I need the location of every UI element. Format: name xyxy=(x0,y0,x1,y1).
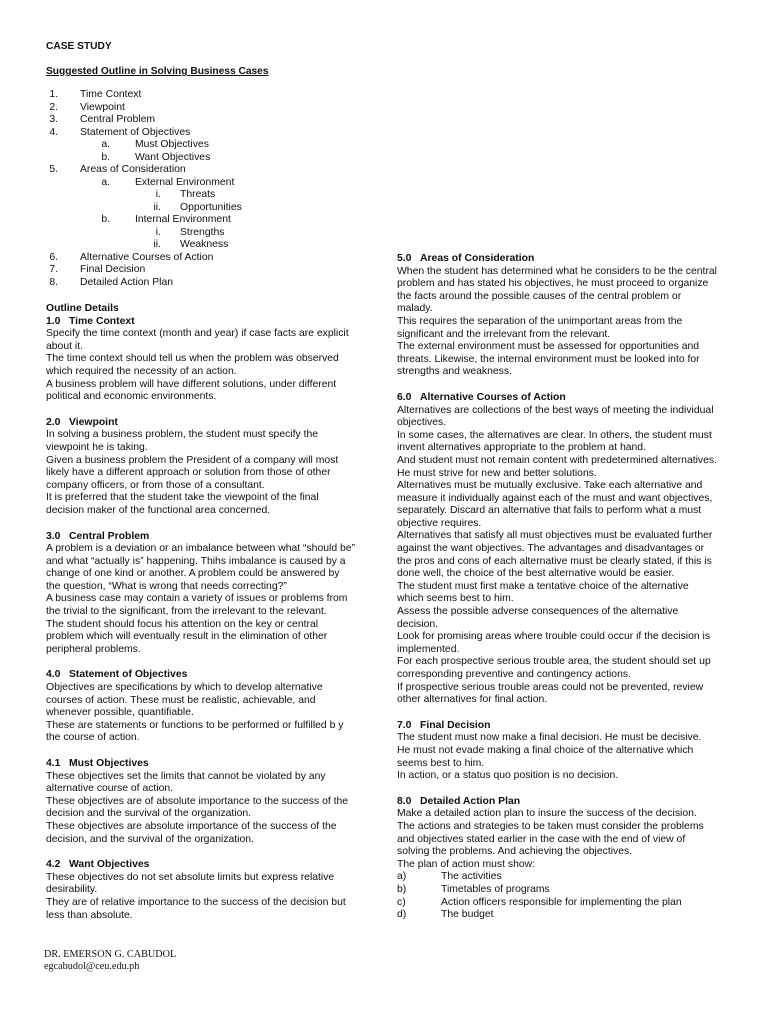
list-item-text: The budget xyxy=(441,909,494,921)
right-column xyxy=(397,253,717,935)
outline-item xyxy=(46,139,376,152)
footer-author: DR. EMERSON G. CABUDOL xyxy=(44,949,177,960)
outline-item xyxy=(46,89,376,102)
section-number: 3.0 xyxy=(46,530,61,542)
outline-item-text: Statement of Objectives xyxy=(80,126,191,138)
section-heading xyxy=(397,720,717,733)
section-title: Viewpoint xyxy=(69,416,118,428)
section-paragraph: If prospective serious trouble areas could not be prevented, review other alternatives for final action. xyxy=(397,681,704,706)
section-2-0 xyxy=(46,417,356,518)
outline-item-text: Must Objectives xyxy=(135,139,209,150)
section-heading xyxy=(46,758,356,771)
section-paragraph: The student should focus his attention on the key or central problem which will eventually result in the elimination of other peripheral problems. xyxy=(46,618,328,655)
left-column xyxy=(46,303,356,935)
section-paragraph: These are statements or functions to be performed or fulfilled b y the course of action. xyxy=(46,719,344,744)
section-paragraph: Look for promising areas where trouble could occur if the decision is implemented. xyxy=(397,631,711,655)
outline-item-text: Areas of Consideration xyxy=(80,164,186,175)
section-number: 1.0 xyxy=(46,315,61,327)
outline-item-marker: i. xyxy=(155,189,161,200)
section-paragraph: Make a detailed action plan to insure the success of the decision. xyxy=(397,808,697,820)
section-number: 4.0 xyxy=(46,669,61,681)
section-number: 2.0 xyxy=(46,416,61,428)
outline-item-text: Internal Environment xyxy=(135,214,231,225)
outline-item-marker: b. xyxy=(101,151,110,163)
section-paragraph: He must not evade making a final choice of the alternative which seems best to him. xyxy=(397,744,694,769)
list-item-text: The activities xyxy=(441,871,502,883)
section-title: Alternative Courses of Action xyxy=(420,391,566,403)
section-paragraph: Specify the time context (month and year) if case facts are explicit about it. xyxy=(46,328,349,352)
outline-item-marker: 2. xyxy=(49,101,58,113)
section-paragraph: And student must not remain content with predetermined alternatives. He must strive for new and better solutions. xyxy=(397,454,717,479)
action-plan-list-item xyxy=(397,897,717,910)
section-paragraph: In solving a business problem, the student must specify the viewpoint he is taking. xyxy=(46,429,319,453)
section-5-0 xyxy=(397,253,717,379)
section-8-0 xyxy=(397,796,717,922)
section-paragraph: These objectives are absolute importance of the success of the decision, and the survival of the organization. xyxy=(46,820,337,845)
section-heading xyxy=(46,859,356,872)
section-paragraph: Alternatives must be mutually exclusive. Take each alternative and measure it individually against each of the must and want objectives, separately. Discard an alternative that fails to perform what a must objective requires. xyxy=(397,480,713,529)
section-title: Time Context xyxy=(69,315,135,327)
section-number: 7.0 xyxy=(397,719,412,731)
section-heading xyxy=(397,796,717,809)
outline-item-text: Threats xyxy=(180,189,216,200)
section-paragraph: The external environment must be assessed for opportunities and threats. Likewise, the internal environment must be looked into for strengths and weakness. xyxy=(397,341,700,378)
section-number: 8.0 xyxy=(397,795,412,807)
document-title: CASE STUDY xyxy=(46,41,112,52)
section-paragraph: Alternatives that satisfy all must objectives must be evaluated further against the want objectives. The advantages and disadvantages or the pros and cons of each alternative must be clearly stated, if this is done well, the choice of the best alternative would be easier. xyxy=(397,530,713,580)
outline-item xyxy=(46,227,376,240)
section-paragraph: Given a business problem the President of a company will most likely have a different approach or solution from those of other company officers, or from those of a consultant. xyxy=(46,454,339,491)
outline-item-text: Viewpoint xyxy=(80,101,125,113)
section-paragraph: A business problem will have different solutions, under different political and economic environments. xyxy=(46,378,337,403)
list-item-marker: c) xyxy=(397,896,406,908)
section-title: Final Decision xyxy=(420,719,491,731)
section-heading xyxy=(397,253,717,266)
section-title: Statement of Objectives xyxy=(69,669,188,681)
outline-item xyxy=(46,102,376,115)
section-heading xyxy=(46,316,356,329)
section-number: 4.1 xyxy=(46,758,61,769)
outline-item-marker: 4. xyxy=(49,126,58,138)
outline-item-marker: 8. xyxy=(49,276,58,288)
outline-item-text: Want Objectives xyxy=(135,151,211,163)
outline-item-marker: b. xyxy=(101,214,110,225)
section-title: Detailed Action Plan xyxy=(420,795,521,807)
section-heading xyxy=(46,669,356,682)
section-paragraph: This requires the separation of the unimportant areas from the significant and the irrelevant from the relevant. xyxy=(397,315,683,340)
action-plan-list-item xyxy=(397,871,717,884)
section-number: 6.0 xyxy=(397,391,412,403)
section-paragraph: These objectives set the limits that cannot be violated by any alternative course of action. xyxy=(46,770,326,795)
outline-item-text: Strengths xyxy=(180,226,225,238)
section-1-0 xyxy=(46,303,356,404)
section-paragraph: Alternatives are collections of the best ways of meeting the individual objectives. xyxy=(397,404,714,429)
list-item-marker: b) xyxy=(397,883,407,895)
list-item-marker: d) xyxy=(397,909,407,921)
list-item-marker: a) xyxy=(397,871,407,883)
outline-item-marker: 6. xyxy=(49,251,58,263)
section-number: 4.2 xyxy=(46,859,61,871)
outline-item-text: Final Decision xyxy=(80,264,146,275)
outline-item-marker: i. xyxy=(155,226,161,238)
section-title: Must Objectives xyxy=(69,758,149,769)
section-paragraph: Assess the possible adverse consequences of the alternative decision. xyxy=(397,606,679,630)
section-4-1 xyxy=(46,758,356,846)
outline-item-text: Opportunities xyxy=(180,201,242,213)
section-heading xyxy=(46,531,356,544)
section-title: Want Objectives xyxy=(69,859,150,871)
section-4-0 xyxy=(46,669,356,745)
section-3-0 xyxy=(46,531,356,657)
section-paragraph: The time context should tell us when the problem was observed which required the necessity of an action. xyxy=(46,353,339,377)
section-paragraph: They are of relative importance to the success of the decision but less than absolute. xyxy=(46,896,346,921)
footer-email: egcabudol@ceu.edu.ph xyxy=(44,961,140,972)
outline-item-marker: 7. xyxy=(49,264,58,275)
outline-item-text: External Environment xyxy=(135,176,235,188)
outline-item xyxy=(46,239,376,252)
action-plan-list-item xyxy=(397,909,717,922)
section-paragraph: The student must first make a tentative choice of the alternative which seems best to him. xyxy=(397,580,689,605)
outline-item-text: Detailed Action Plan xyxy=(80,276,173,288)
outline-details-heading: Outline Details xyxy=(46,303,119,314)
section-paragraph: The student must now make a final decision. He must be decisive. xyxy=(397,732,702,744)
outline-item-marker: a. xyxy=(101,176,110,188)
outline-item-text: Alternative Courses of Action xyxy=(80,251,214,263)
outline-item xyxy=(46,164,376,177)
section-7-0 xyxy=(397,720,717,783)
section-6-0 xyxy=(397,392,717,707)
outline-item-marker: ii. xyxy=(153,201,161,213)
section-paragraph: The actions and strategies to be taken must consider the problems and objectives stated earlier in the case with the end of view of solving the problems. And achieving the objectives. xyxy=(397,820,704,858)
list-item-text: Timetables of programs xyxy=(441,883,550,895)
section-paragraph: In action, or a status quo position is no decision. xyxy=(397,770,619,782)
outline-item xyxy=(46,252,376,265)
outline-item-marker: 5. xyxy=(49,164,58,175)
outline-item-text: Central Problem xyxy=(80,114,156,125)
outline-item-marker: 1. xyxy=(49,89,58,100)
section-paragraph: These objectives are of absolute importance to the success of the decision and the survival of the organization. xyxy=(46,795,349,820)
outline-item-marker: a. xyxy=(101,139,110,150)
section-paragraph: Objectives are specifications by which to develop alternative courses of action. These must be realistic, achievable, and whenever possible, quantifiable. xyxy=(46,682,323,719)
action-plan-list xyxy=(397,871,717,921)
section-paragraph: These objectives do not set absolute limits but express relative desirability. xyxy=(46,871,335,896)
section-title: Central Problem xyxy=(69,530,150,542)
document-subtitle: Suggested Outline in Solving Business Cases xyxy=(46,66,269,77)
outline-item xyxy=(46,189,376,202)
outline-item-marker: ii. xyxy=(153,239,161,250)
section-paragraph: It is preferred that the student take the viewpoint of the final decision maker of the functional area concerned. xyxy=(46,492,319,516)
outline-item-marker: 3. xyxy=(49,114,58,125)
suggested-outline-list xyxy=(46,89,376,289)
outline-item xyxy=(46,202,376,215)
action-plan-list-item xyxy=(397,884,717,897)
outline-item xyxy=(46,114,376,127)
section-paragraph: In some cases, the alternatives are clear. In others, the student must invent alternatives appropriate to the problem at hand. xyxy=(397,429,712,454)
section-paragraph: When the student has determined what he considers to be the central problem and has stated his objectives, he must proceed to organize the facts around the possible causes of the central problem or malady. xyxy=(397,265,717,315)
outline-item xyxy=(46,214,376,227)
outline-item-text: Time Context xyxy=(80,89,142,100)
outline-item xyxy=(46,127,376,140)
section-paragraph: A problem is a deviation or an imbalance between what “should be” and what “actually is” happening. Thihs imbalance is caused by a change of one kind or another. A problem could be answered by the question, “What is wrong that needs correcting?” xyxy=(46,543,356,592)
section-number: 5.0 xyxy=(397,253,412,264)
outline-item-text: Weakness xyxy=(180,239,229,250)
section-title: Areas of Consideration xyxy=(420,253,535,264)
outline-item xyxy=(46,264,376,277)
section-4-2 xyxy=(46,859,356,922)
section-paragraph: For each prospective serious trouble area, the student should set up corresponding preventive and contingency actions. xyxy=(397,656,711,680)
section-heading xyxy=(397,392,717,405)
section-heading xyxy=(46,417,356,430)
outline-item xyxy=(46,277,376,290)
list-item-text: Action officers responsible for implementing the plan xyxy=(441,896,682,908)
outline-item xyxy=(46,177,376,190)
section-paragraph: A business case may contain a variety of issues or problems from the trivial to the significant, from the irrelevant to the relevant. xyxy=(46,593,348,618)
footer xyxy=(44,949,176,973)
section-paragraph: The plan of action must show: xyxy=(397,858,536,870)
outline-item xyxy=(46,152,376,165)
